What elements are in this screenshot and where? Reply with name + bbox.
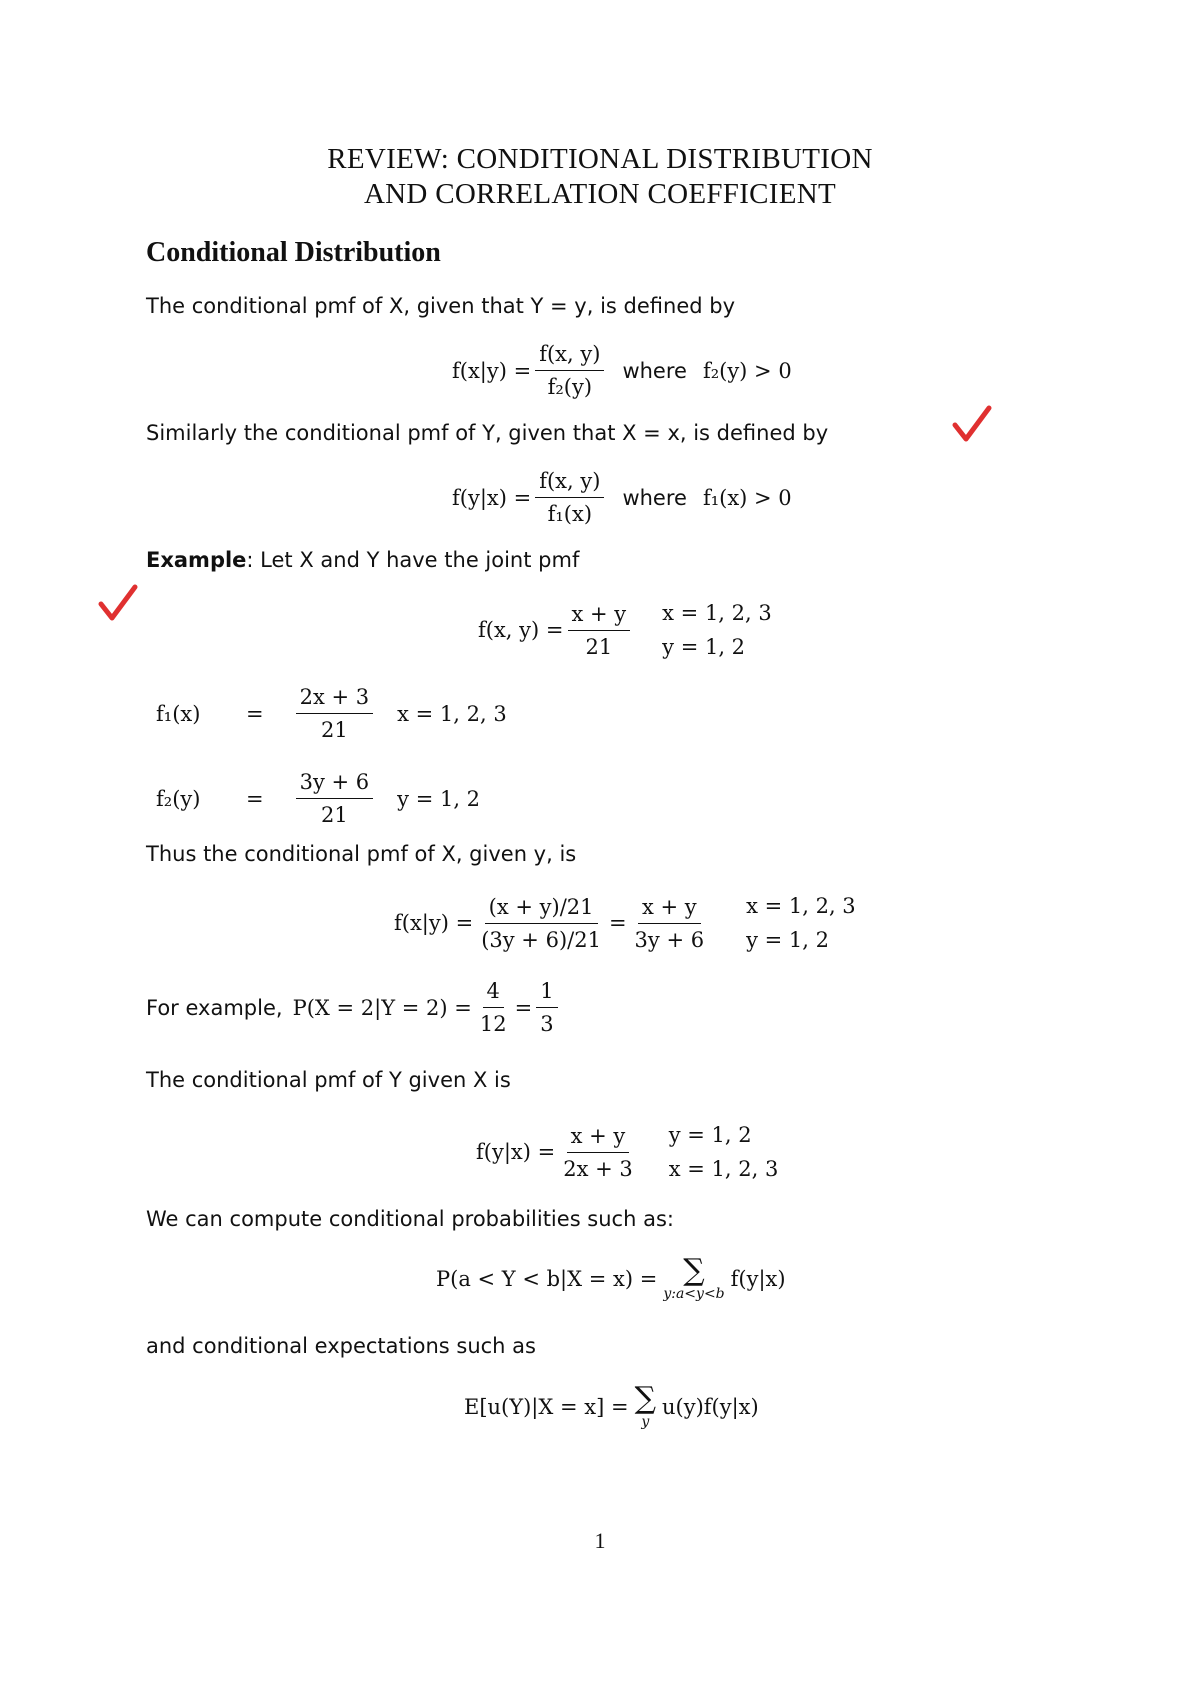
- paragraph-5: The conditional pmf of Y given X is: [146, 1068, 511, 1092]
- eq3-range-y: y = 1, 2: [662, 635, 746, 659]
- eq6-range-x: x = 1, 2, 3: [746, 894, 856, 918]
- eq8-fraction: [559, 1122, 637, 1183]
- equation-1: [452, 340, 792, 401]
- title-line-1: REVIEW: CONDITIONAL DISTRIBUTION: [327, 143, 873, 175]
- paragraph-2: Similarly the conditional pmf of Y, given that X = x, is defined by: [146, 421, 829, 445]
- eq8-lhs: f(y|x) =: [476, 1140, 556, 1164]
- paragraph-1: The conditional pmf of X, given that Y = y, is defined by: [146, 294, 736, 318]
- equation-5: [156, 768, 480, 829]
- paragraph-7: and conditional expectations such as: [146, 1334, 536, 1358]
- eq10-lhs: E[u(Y)|X = x] =: [464, 1395, 629, 1419]
- equation-3: [478, 596, 772, 664]
- equation-2: [452, 467, 792, 528]
- eq9-lhs: P(a < Y < b|X = x) =: [436, 1267, 658, 1291]
- eq7-fraction-2: [536, 977, 557, 1038]
- sigma-icon: ∑: [683, 1253, 705, 1288]
- paragraph-6: We can compute conditional probabilities such as:: [146, 1207, 674, 1231]
- eq5-fraction: [296, 768, 374, 829]
- eq4-lhs: f₁(x): [156, 701, 201, 726]
- eq1-where: where: [622, 358, 687, 383]
- example-line: [146, 548, 579, 572]
- eq6-denominator-2: 3y + 6: [634, 927, 705, 952]
- eq6-fraction-2: [631, 893, 709, 954]
- equation-9: [436, 1253, 786, 1302]
- eq5-lhs: f₂(y): [156, 786, 201, 811]
- eq7-numerator-1: 4: [483, 977, 504, 1008]
- eq7-prefix: For example,: [146, 995, 283, 1020]
- equation-7: [146, 977, 562, 1038]
- eq1-fraction: [535, 340, 604, 401]
- eq5-numerator: 3y + 6: [296, 768, 374, 799]
- title-line-2: AND CORRELATION COEFFICIENT: [363, 178, 837, 210]
- eq4-fraction: [296, 683, 374, 744]
- section-heading: Conditional Distribution: [146, 237, 441, 268]
- eq6-denominator-1: (3y + 6)/21: [481, 927, 601, 952]
- eq2-where: where: [622, 485, 687, 510]
- eq7-numerator-2: 1: [536, 977, 557, 1008]
- eq3-denominator: 21: [585, 634, 613, 659]
- equation-8: [476, 1118, 778, 1186]
- eq9-rhs: f(y|x): [730, 1267, 786, 1291]
- eq2-condition: f₁(x) > 0: [702, 485, 792, 510]
- eq3-fraction: [568, 600, 631, 661]
- equation-4: [156, 683, 507, 744]
- eq10-sum-index: y: [641, 1414, 650, 1430]
- eq6-numerator-1: (x + y)/21: [485, 893, 598, 924]
- eq6-numerator-2: x + y: [638, 893, 701, 924]
- eq2-denominator: f₁(x): [547, 502, 593, 526]
- eq1-condition: f₂(y) > 0: [702, 358, 792, 383]
- eq5-equals: =: [246, 786, 264, 811]
- eq1-lhs: f(x|y) =: [452, 358, 532, 383]
- eq9-sum: [663, 1253, 725, 1302]
- eq2-numerator: f(x, y): [535, 467, 604, 498]
- eq5-denominator: 21: [321, 803, 348, 827]
- eq4-denominator: 21: [321, 718, 348, 742]
- eq2-fraction: [535, 467, 604, 528]
- equation-10: [464, 1381, 759, 1430]
- eq1-numerator: f(x, y): [535, 340, 604, 371]
- eq3-range-x: x = 1, 2, 3: [662, 601, 772, 625]
- eq6-lhs: f(x|y) =: [394, 911, 474, 935]
- eq3-ranges: [662, 596, 772, 664]
- eq10-rhs: u(y)f(y|x): [662, 1395, 759, 1419]
- page-number: 1: [594, 1528, 606, 1553]
- eq3-lhs: f(x, y) =: [478, 618, 564, 642]
- eq7-equals: =: [514, 995, 533, 1020]
- eq9-sum-index: y:a<y<b: [663, 1286, 725, 1302]
- eq8-numerator: x + y: [567, 1122, 630, 1153]
- checkmark-icon: [98, 584, 138, 624]
- eq8-denominator: 2x + 3: [563, 1156, 633, 1181]
- eq4-numerator: 2x + 3: [296, 683, 374, 714]
- sigma-icon: ∑: [634, 1381, 656, 1416]
- eq6-range-y: y = 1, 2: [746, 928, 829, 952]
- eq7-fraction-1: [476, 977, 511, 1038]
- eq8-ranges: [669, 1118, 779, 1186]
- eq4-range: x = 1, 2, 3: [397, 701, 507, 726]
- example-text: : Let X and Y have the joint pmf: [246, 548, 580, 572]
- paragraph-3: Thus the conditional pmf of X, given y, is: [146, 842, 577, 866]
- eq7-lhs: P(X = 2|Y = 2) =: [292, 995, 472, 1020]
- eq7-denominator-1: 12: [479, 1012, 507, 1036]
- equation-6: [394, 889, 856, 957]
- eq8-range-x: x = 1, 2, 3: [668, 1157, 779, 1181]
- eq4-equals: =: [246, 701, 264, 726]
- eq2-lhs: f(y|x) =: [452, 485, 532, 510]
- eq10-sum: [634, 1381, 656, 1430]
- eq6-equals: =: [608, 911, 627, 935]
- eq7-denominator-2: 3: [540, 1012, 554, 1036]
- eq8-range-y: y = 1, 2: [668, 1123, 752, 1147]
- eq3-numerator: x + y: [568, 600, 631, 631]
- eq6-ranges: [746, 889, 856, 957]
- eq6-fraction-1: [477, 893, 605, 954]
- eq5-range: y = 1, 2: [397, 786, 481, 811]
- checkmark-icon: [952, 405, 992, 445]
- eq1-denominator: f₂(y): [547, 375, 593, 399]
- example-label: Example: [146, 548, 247, 572]
